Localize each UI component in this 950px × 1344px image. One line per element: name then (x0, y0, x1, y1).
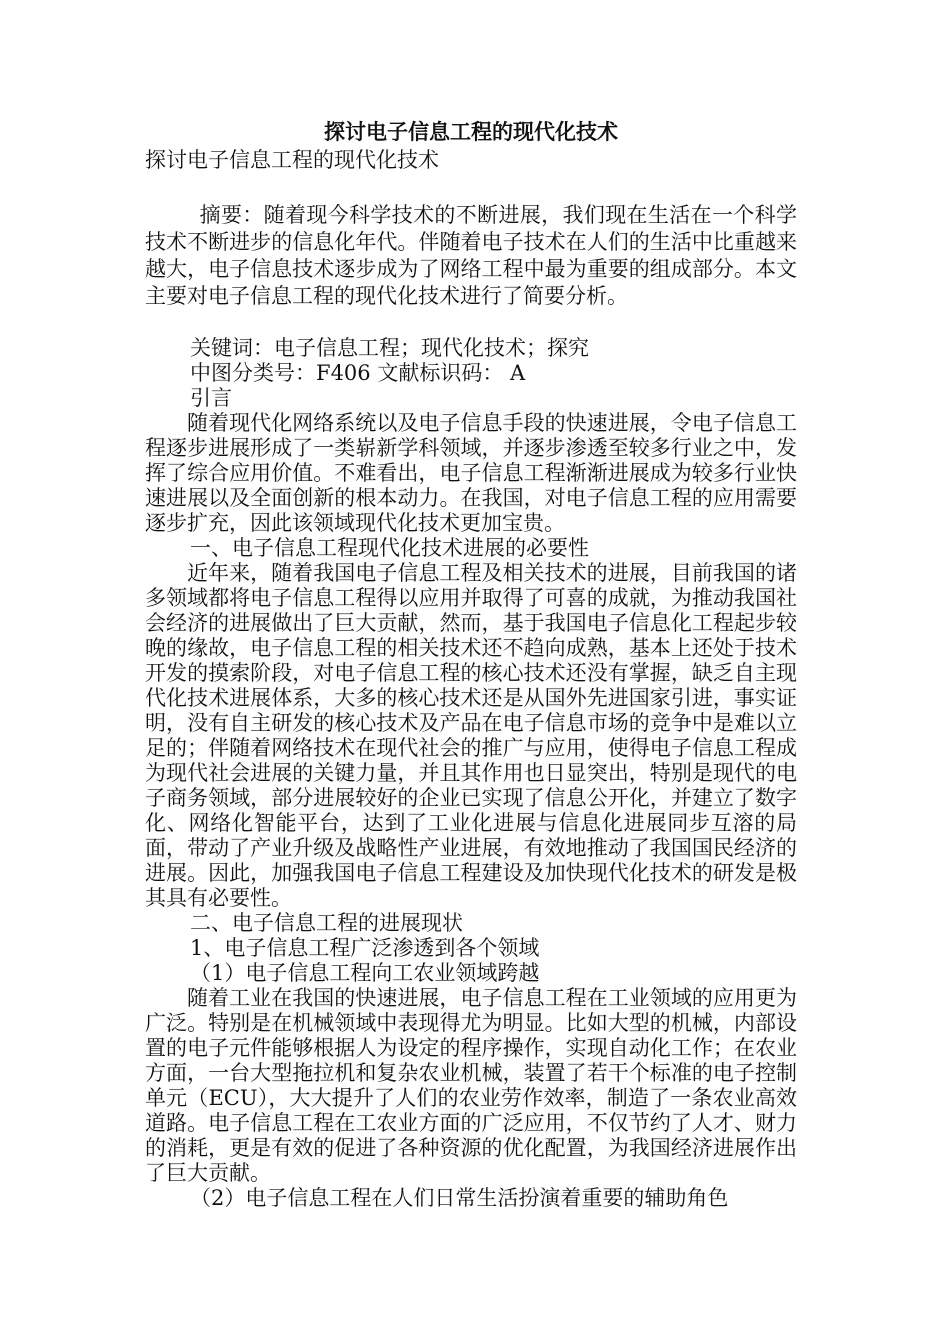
document-page (145, 118, 797, 1211)
section2-heading: 二、电子信息工程的进展现状 (190, 911, 463, 935)
intro-heading: 引言 (190, 386, 232, 410)
section1-heading: 一、电子信息工程现代化技术进展的必要性 (190, 536, 589, 560)
intro-paragraph: 随着现代化网络系统以及电子信息手段的快速进展，令电子信息工程逐步进展形成了一类崭新学科领域，并逐步渗透至较多行业之中，发挥了综合应用价值。不难看出，电子信息工程渐渐进展成为较多行业快速进展以及全面创新的根本动力。在我国，对电子信息工程的应用需要逐步扩充，因此该领域现代化技术更加宝贵。 (145, 411, 797, 535)
section2-item-1-paragraph: 随着工业在我国的快速进展，电子信息工程在工业领域的应用更为广泛。特别是在机械领域中表现得尤为明显。比如大型的机械，内部设置的电子元件能够根据人为设定的程序操作，实现自动化工作；在农业方面，一台大型拖拉机和复杂农业机械，装置了若干个标准的电子控制单元（ECU），大大提升了人们的农业劳作效率，制造了一条农业高效道路。电子信息工程在工农业方面的广泛应用，不仅节约了人才、财力的消耗，更是有效的促进了各种资源的优化配置，为我国经济进展作出了巨大贡献。 (145, 986, 797, 1185)
section2-item-2-heading: （2）电子信息工程在人们日常生活扮演着重要的辅助角色 (190, 1186, 729, 1210)
section2-subheading-1: 1、电子信息工程广泛渗透到各个领域 (190, 936, 540, 960)
classification-line: 中图分类号：F406 文献标识码： A (190, 361, 526, 385)
section2-item-1-heading: （1）电子信息工程向工农业领域跨越 (190, 961, 540, 985)
abstract-paragraph: 摘要：随着现今科学技术的不断进展，我们现在生活在一个科学技术不断进步的信息化年代。伴随着电子技术在人们的生活中比重越来越大，电子信息技术逐步成为了网络工程中最为重要的组成部分。本文主要对电子信息工程的现代化技术进行了简要分析。 (145, 203, 797, 308)
document-subtitle: 探讨电子信息工程的现代化技术 (145, 148, 439, 172)
keywords-line: 关键词：电子信息工程；现代化技术；探究 (190, 336, 589, 360)
document-title: 探讨电子信息工程的现代化技术 (324, 120, 618, 144)
section1-paragraph: 近年来，随着我国电子信息工程及相关技术的进展，目前我国的诸多领域都将电子信息工程得以应用并取得了可喜的成就，为推动我国社会经济的进展做出了巨大贡献，然而，基于我国电子信息化工程起步较晚的缘故，电子信息工程的相关技术还不趋向成熟，基本上还处于技术开发的摸索阶段，对电子信息工程的核心技术还没有掌握，缺乏自主现代化技术进展体系，大多的核心技术还是从国外先进国家引进，事实证明，没有自主研发的核心技术及产品在电子信息市场的竞争中是难以立足的；伴随着网络技术在现代社会的推广与应用，使得电子信息工程成为现代社会进展的关键力量，并且其作用也日显突出，特别是现代的电子商务领域，部分进展较好的企业已实现了信息公开化，并建立了数字化、网络化智能平台，达到了工业化进展与信息化进展同步互溶的局面，带动了产业升级及战略性产业进展，有效地推动了我国国民经济的进展。因此，加强我国电子信息工程建设及加快现代化技术的研发是极其具有必要性。 (145, 561, 797, 910)
spacer (145, 174, 797, 200)
spacer (145, 310, 797, 336)
